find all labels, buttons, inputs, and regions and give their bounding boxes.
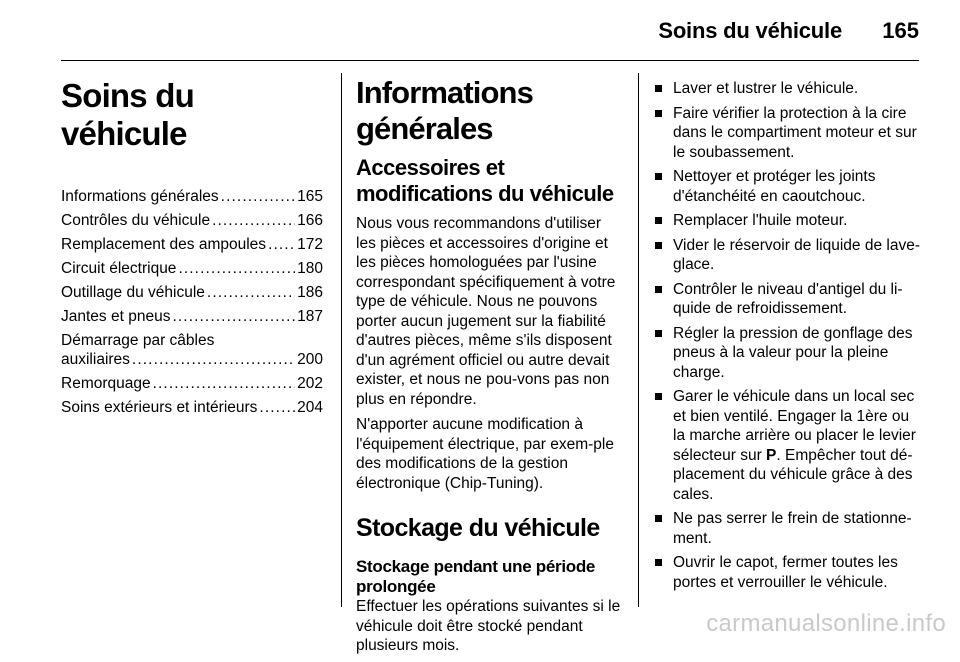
step-text <box>673 388 916 503</box>
watermark: carmanualsonline.info <box>706 610 946 637</box>
square-bullet-icon <box>655 393 662 400</box>
list-item <box>653 104 921 163</box>
toc-leader <box>132 350 295 369</box>
square-bullet-icon <box>655 173 662 180</box>
toc-entry[interactable] <box>61 235 323 254</box>
square-bullet-icon <box>655 286 662 293</box>
toc-leader <box>207 283 295 302</box>
chapter-title: Soins du véhicule <box>61 77 194 152</box>
toc-page: 202 <box>297 375 323 392</box>
long-storage-heading: Stockage pendant une période prolongée <box>356 557 596 596</box>
selector-position-p: P <box>766 446 777 464</box>
storage-paragraph: Effectuer les opérations suivantes si le véhicule doit être stocké pendant plusieurs mois. <box>356 598 621 654</box>
toc-leader <box>212 211 295 230</box>
square-bullet-icon <box>655 559 662 566</box>
toc-label: Remorquage <box>61 375 151 392</box>
accessories-paragraph: Nous vous recommandons d'utiliser les pièces et accessoires d'origine et les pièces homologuées par l'usine correspondant spécifiquement à votre type de véhicule. Nous ne pouvons porter aucun jugement sur la fiabilité d'autres pièces, même s'ils disposent d'un agrément officiel ou autre devait exister, et nous ne pou-vons pas non plus en répondre. <box>356 215 616 408</box>
toc-entry[interactable] <box>61 374 323 393</box>
list-item <box>653 236 921 275</box>
square-bullet-icon <box>655 217 662 224</box>
square-bullet-icon <box>655 515 662 522</box>
square-bullet-icon <box>655 330 662 337</box>
column-divider-2 <box>638 73 639 607</box>
column-divider-1 <box>341 73 342 607</box>
toc-leader <box>259 398 295 417</box>
toc-label: Circuit électrique <box>61 260 177 277</box>
list-item <box>653 387 921 504</box>
general-info-column <box>356 73 623 662</box>
step-text: Vider le réservoir de liquide de lave-glace. <box>673 236 920 273</box>
toc-leader <box>221 187 295 206</box>
page-header-title: Soins du véhicule <box>658 18 842 43</box>
step-text: Contrôler le niveau d'antigel du li-quide de refroidissement. <box>673 280 903 317</box>
toc-page: 204 <box>297 399 323 416</box>
list-item <box>653 167 921 206</box>
toc-leader <box>178 259 295 278</box>
page-number: 165 <box>882 18 919 43</box>
toc-page: 180 <box>297 260 323 277</box>
toc-entry[interactable] <box>61 398 323 417</box>
toc-entry[interactable] <box>61 259 323 278</box>
toc-page: 165 <box>297 188 323 205</box>
toc-label: Soins extérieurs et intérieurs <box>61 399 258 416</box>
toc-entry[interactable] <box>61 331 323 369</box>
list-item <box>653 280 921 319</box>
step-text-after: . Empêcher tout dé-placement du véhicule grâce à des cales. <box>673 446 913 503</box>
step-text-before: Garer le véhicule dans un local sec et bien ventilé. Engager la 1ère ou la marche arrière ou placer le levier sélecteur sur <box>673 388 916 464</box>
step-text: Nettoyer et protéger les joints d'étanchéité en caoutchouc. <box>673 168 876 205</box>
storage-steps-list <box>653 79 921 592</box>
step-text: Remplacer l'huile moteur. <box>673 212 848 229</box>
square-bullet-icon <box>655 242 662 249</box>
step-text: Laver et lustrer le véhicule. <box>673 80 859 97</box>
toc-label: Contrôles du véhicule <box>61 212 211 229</box>
step-text: Ouvrir le capot, fermer toutes les portes et verrouiller le véhicule. <box>673 554 898 591</box>
toc-page: 187 <box>297 308 323 325</box>
toc-label: Jantes et pneus <box>61 308 171 325</box>
chapter-column <box>61 73 323 422</box>
accessories-heading: Accessoires et modifications du véhicule <box>356 155 614 206</box>
toc-page: 186 <box>297 284 323 301</box>
section-title: Informations générales <box>356 75 533 146</box>
list-item <box>653 324 921 383</box>
toc-page: 166 <box>297 212 323 229</box>
electrical-paragraph: N'apporter aucune modification à l'équipement électrique, par exem-ple des modifications de la gestion électronique (Chip-Tuning). <box>356 416 614 492</box>
toc-label: Informations générales <box>61 188 219 205</box>
toc-leader <box>172 307 295 326</box>
toc-label: Remplacement des ampoules <box>61 236 267 253</box>
list-item <box>653 553 921 592</box>
toc-label-line1: Démarrage par câbles <box>61 332 215 349</box>
toc-label: Outillage du véhicule <box>61 284 205 301</box>
list-item <box>653 79 921 99</box>
toc-entry[interactable] <box>61 307 323 326</box>
toc-entry[interactable] <box>61 211 323 230</box>
square-bullet-icon <box>655 85 662 92</box>
toc-label: auxiliaires <box>61 351 130 368</box>
list-item <box>653 509 921 548</box>
toc-leader <box>153 374 296 393</box>
table-of-contents <box>61 187 323 417</box>
storage-steps-column <box>653 79 921 597</box>
header-rule <box>61 60 919 61</box>
toc-entry[interactable] <box>61 187 323 206</box>
storage-heading: Stockage du véhicule <box>356 514 600 542</box>
toc-page: 172 <box>297 236 323 253</box>
square-bullet-icon <box>655 110 662 117</box>
toc-page: 200 <box>297 351 323 368</box>
step-text: Ne pas serrer le frein de stationne-ment. <box>673 510 912 547</box>
toc-entry[interactable] <box>61 283 323 302</box>
list-item <box>653 211 921 231</box>
step-text: Faire vérifier la protection à la cire dans le compartiment moteur et sur le soubassement. <box>673 104 917 161</box>
step-text: Régler la pression de gonflage des pneus à la valeur pour la pleine charge. <box>673 324 913 381</box>
toc-leader <box>268 235 295 254</box>
